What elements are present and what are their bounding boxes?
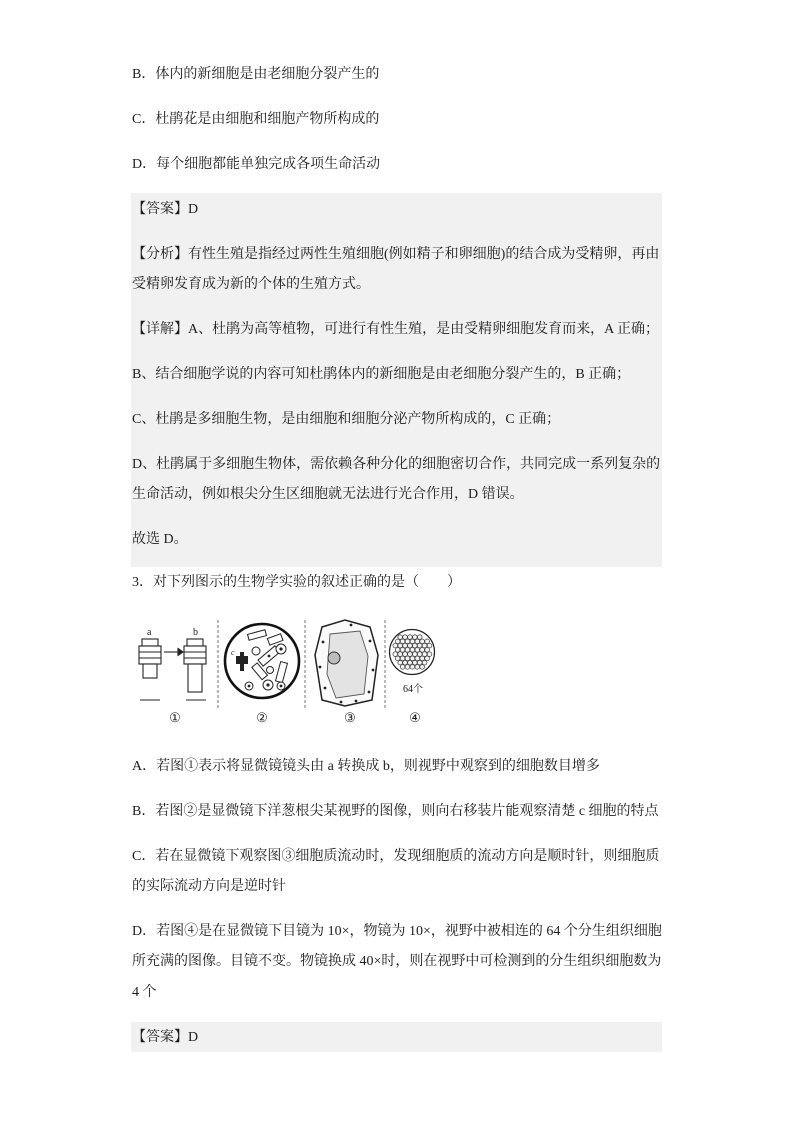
detail-line-d-1: D、杜鹃属于多细胞生物体，需依赖各种分化的细胞密切合作，共同完成一系列复杂的 bbox=[132, 457, 661, 472]
detail-line-c: C、杜鹃是多细胞生物，是由细胞和细胞分泌产物所构成的，C 正确； bbox=[132, 412, 561, 427]
option-d-line-3: 4 个 bbox=[132, 985, 157, 1000]
meristem-cell bbox=[400, 665, 405, 670]
prev-answer: 【答案】D bbox=[132, 202, 199, 217]
meristem-cell bbox=[413, 652, 418, 657]
meristem-cell bbox=[420, 656, 425, 661]
meristem-cell bbox=[413, 643, 418, 648]
meristem-cell bbox=[410, 648, 415, 653]
cell-count-label: 64个 bbox=[403, 684, 423, 695]
meristem-cell bbox=[427, 652, 432, 657]
chloroplast bbox=[355, 700, 358, 703]
meristem-cell bbox=[403, 643, 408, 648]
meristem-cell bbox=[403, 635, 408, 640]
meristem-cell bbox=[425, 656, 430, 661]
meristem-cell bbox=[400, 639, 405, 644]
nucleus bbox=[328, 652, 340, 664]
prev-option-b: B．体内的新细胞是由老细胞分裂产生的 bbox=[132, 67, 380, 82]
chloroplast bbox=[322, 641, 325, 644]
meristem-cell bbox=[400, 656, 405, 661]
meristem-cell bbox=[422, 643, 427, 648]
meristem-cell bbox=[415, 656, 420, 661]
meristem-cell bbox=[417, 635, 422, 640]
meristem-cell bbox=[408, 643, 413, 648]
meristem-cell bbox=[408, 635, 413, 640]
cell-c-cluster bbox=[240, 660, 244, 664]
answer-box bbox=[131, 1022, 662, 1052]
meristem-cell bbox=[398, 652, 403, 657]
meristem-cell bbox=[427, 643, 432, 648]
meristem-cell bbox=[395, 639, 400, 644]
lens-b-thread bbox=[187, 639, 203, 646]
lens-a-body bbox=[139, 646, 161, 664]
meristem-cell bbox=[425, 648, 430, 653]
option-b: B．若图②是显微镜下洋葱根尖某视野的图像，则向右移装片能观察清楚 c 细胞的特点 bbox=[132, 804, 659, 819]
meristem-cell bbox=[415, 648, 420, 653]
cell-c-cluster bbox=[240, 656, 244, 660]
meristem-cell bbox=[398, 635, 403, 640]
chloroplast bbox=[369, 640, 372, 643]
cell-c-cluster bbox=[240, 668, 244, 671]
meristem-cell bbox=[393, 643, 398, 648]
chloroplast bbox=[324, 687, 327, 690]
cell-nucleus bbox=[266, 683, 269, 686]
meristem-cell bbox=[395, 648, 400, 653]
option-a: A．若图①表示将显微镜镜头由 a 转换成 b，则视野中观察到的细胞数目增多 bbox=[132, 759, 600, 774]
meristem-cell bbox=[405, 665, 410, 670]
meristem-cell bbox=[405, 639, 410, 644]
meristem-cell bbox=[410, 639, 415, 644]
panel-3-plant-cell bbox=[315, 620, 378, 706]
panel-label-1: ① bbox=[169, 710, 181, 725]
detail-line-d-2: 生命活动，例如根尖分生区细胞就无法进行光合作用，D 错误。 bbox=[132, 487, 524, 502]
meristem-cell bbox=[398, 643, 403, 648]
panel-label-2: ② bbox=[256, 710, 268, 725]
option-c-line-2: 的实际流动方向是逆时针 bbox=[132, 879, 286, 894]
cell-nucleus bbox=[268, 655, 271, 658]
question-3-answer: 【答案】D bbox=[132, 1030, 199, 1045]
meristem-cell bbox=[393, 652, 398, 657]
meristem-cell bbox=[417, 652, 422, 657]
vacuole bbox=[327, 631, 368, 698]
cell-c-label: c bbox=[231, 648, 235, 657]
meristem-cell bbox=[408, 660, 413, 665]
panel-1-lenses bbox=[139, 627, 206, 700]
chloroplast bbox=[372, 669, 375, 672]
conclusion: 故选 D。 bbox=[132, 532, 188, 547]
meristem-cell bbox=[417, 660, 422, 665]
meristem-cell bbox=[415, 639, 420, 644]
analysis-line-1: 【分析】有性生殖是指经过两性生殖细胞(例如精子和卵细胞)的结合成为受精卵，再由 bbox=[132, 247, 660, 262]
cell-c-cluster bbox=[244, 656, 248, 660]
meristem-cell bbox=[408, 652, 413, 657]
panel-label-4: ④ bbox=[409, 710, 421, 725]
cell-c-cluster bbox=[240, 664, 244, 668]
meristem-cell bbox=[403, 660, 408, 665]
analysis-line-2: 受精卵发育成为新的个体的生殖方式。 bbox=[132, 277, 370, 292]
meristem-cell bbox=[415, 665, 420, 670]
round-cell bbox=[267, 667, 274, 674]
chloroplast bbox=[350, 624, 353, 627]
meristem-cell bbox=[420, 648, 425, 653]
option-c-line-1: C．若在显微镜下观察图③细胞质流动时，发现细胞质的流动方向是顺时针，则细胞质 bbox=[132, 849, 660, 864]
lens-b-label: b bbox=[193, 627, 198, 638]
detail-line-a: 【详解】A、杜鹃为高等植物，可进行有性生殖，是由受精卵细胞发育而来，A 正确； bbox=[132, 322, 659, 337]
meristem-cell bbox=[420, 665, 425, 670]
cell-nucleus bbox=[280, 685, 283, 688]
cell-c-cluster bbox=[236, 660, 240, 664]
cell-nucleus bbox=[279, 647, 282, 650]
meristem-cell bbox=[403, 652, 408, 657]
question-3-stem: 3．对下列图示的生物学实验的叙述正确的是（ ） bbox=[132, 575, 461, 590]
meristem-cell bbox=[417, 643, 422, 648]
chloroplast bbox=[319, 666, 322, 669]
meristem-cell bbox=[400, 648, 405, 653]
meristem-cell bbox=[422, 652, 427, 657]
meristem-cell bbox=[413, 660, 418, 665]
lens-a-thread bbox=[142, 639, 158, 646]
meristem-cell bbox=[395, 656, 400, 661]
question-3-figure bbox=[130, 612, 450, 730]
meristem-cell bbox=[425, 639, 430, 644]
panel-2-field-of-view bbox=[225, 624, 299, 698]
round-cell bbox=[252, 647, 260, 655]
prev-option-d: D．每个细胞都能单独完成各项生命活动 bbox=[132, 157, 381, 172]
lens-a-barrel bbox=[143, 664, 157, 678]
lens-b-body bbox=[184, 646, 206, 664]
meristem-cell bbox=[405, 648, 410, 653]
option-d-line-1: D．若图④是在显微镜下目镜为 10×，物镜为 10×，视野中被相连的 64 个分生组织细胞 bbox=[132, 924, 662, 939]
lens-a-label: a bbox=[147, 627, 152, 638]
panel-label-3: ③ bbox=[344, 710, 356, 725]
meristem-cell bbox=[410, 656, 415, 661]
meristem-cell bbox=[422, 660, 427, 665]
cell-c-cluster bbox=[244, 660, 248, 664]
cell-nucleus bbox=[248, 685, 251, 688]
cell-c-cluster bbox=[236, 656, 240, 660]
chloroplast bbox=[368, 691, 371, 694]
prev-option-c: C．杜鹃花是由细胞和细胞产物所构成的 bbox=[132, 112, 380, 127]
meristem-cell bbox=[405, 656, 410, 661]
cell-c-cluster bbox=[240, 652, 244, 656]
switch-arrow-head bbox=[178, 649, 183, 656]
detail-line-b: B、结合细胞学说的内容可知杜鹃体内的新细胞是由老细胞分裂产生的，B 正确； bbox=[132, 367, 631, 382]
option-d-line-2: 所充满的图像。目镜不变。物镜换成 40×时，则在视野中可检测到的分生组织细胞数为 bbox=[132, 954, 662, 969]
meristem-cell bbox=[413, 635, 418, 640]
chloroplast bbox=[340, 701, 343, 704]
meristem-cell bbox=[398, 660, 403, 665]
meristem-cell bbox=[420, 639, 425, 644]
lens-b-barrel bbox=[188, 664, 202, 692]
meristem-cell bbox=[410, 665, 415, 670]
panel-4-meristem-field bbox=[390, 630, 435, 696]
